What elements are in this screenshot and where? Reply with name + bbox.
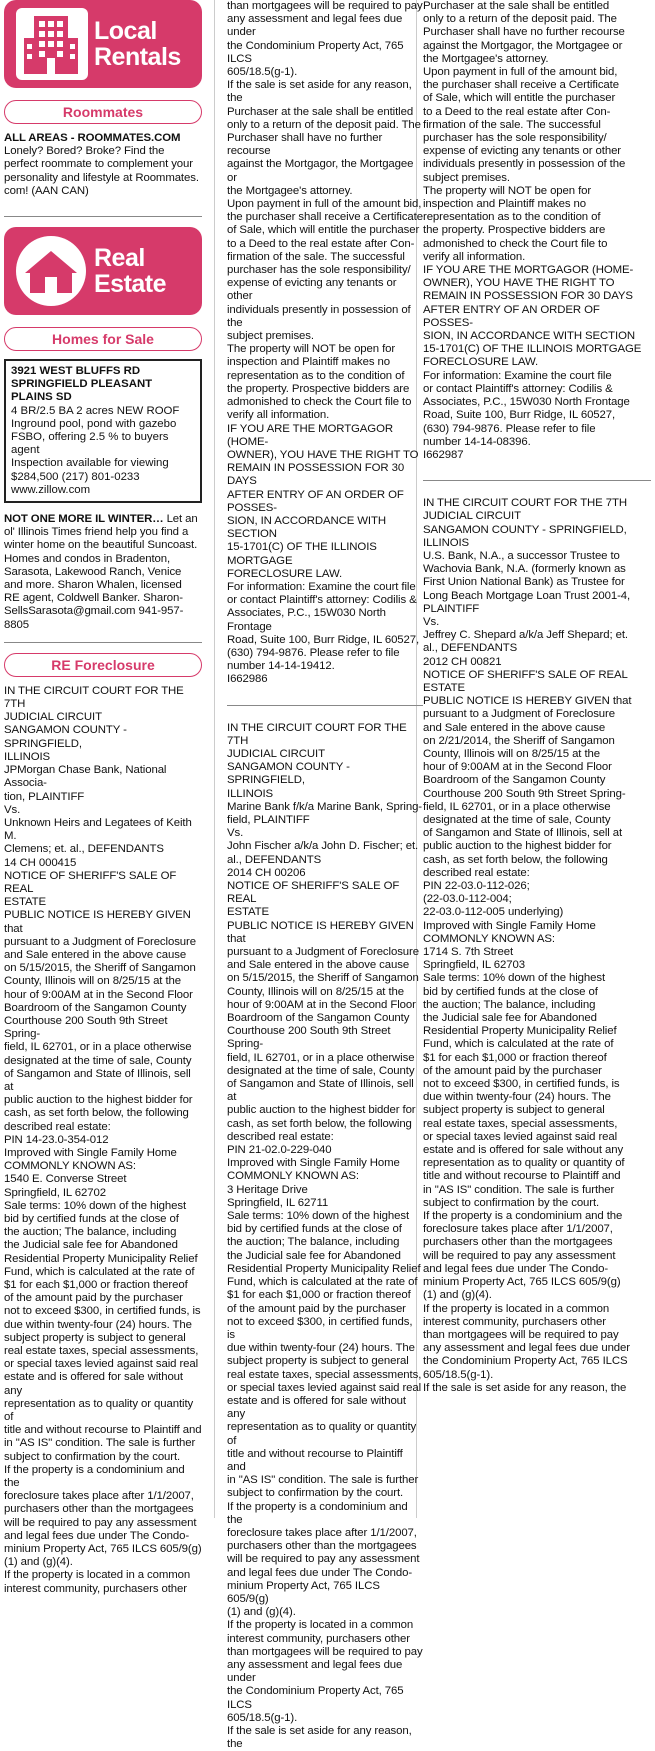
notice-2-continued: Purchaser at the sale shall be entitled only to a return of the deposit paid. The Purchaser shall have no further recourse against the Mortgagor, the Mortgagee or the Mortgagee's attorney. Upon payment in full of the amount bid, the purchaser shall receive a Certificate of Sale, which will entitle the purchaser to a Deed to the real estate after Con- firmation of the sale. The successful purchaser has the sole responsibility/ expense of evicting any tenants or other individuals presently in possession of the subject premises. The property will NOT be open for inspection and Plaintiff makes no representation as to the condition of the property. Prospective bidders are admonished to check the Court file to verify all information. IF YOU ARE THE MORTGAGOR (HOME- OWNER), YOU HAVE THE RIGHT TO REMAIN IN POSSESSION FOR 30 DAYS AFTER ENTRY OF AN ORDER OF POSSES- SION, IN ACCORDANCE WITH SECTION 15-1701(C) OF THE ILLINOIS MORTGAGE FORECLOSURE LAW. For information: Examine the court file or contact Plaintiff's attorney: Codilis & Associates, P.C., 15W030 North Frontage Road, Suite 100, Burr Ridge, IL 60527, (630) 794-9876. Please refer to file number 14-14-08396. I662987 [423, 0, 642, 461]
banner-line-1: Real [94, 244, 145, 273]
home-listing-box [4, 359, 202, 503]
notice-1-continued: than mortgagees will be required to pay any assessment and legal fees due under the Condominium Property Act, 765 ILCS 605/18.5(g-1). If the sale is set aside for any reason, the Purchaser at the sale shall be entitled only to a return of the deposit paid. The Purchaser shall have no further recourse against the Mortgagor, the Mortgagee or the Mortgagee's attorney. Upon payment in full of the amount bid, the purchaser shall receive a Certificate of Sale, which will entitle the purchaser to a Deed to the real estate after Con- firmation of the sale. The successful purchaser has the sole responsibility/ expense of evicting any tenants or other individuals presently in possession of the subject premises. The property will NOT be open for inspection and Plaintiff makes no representation as to the condition of the property. Prospective bidders are admonished to check the Court file to verify all information. IF YOU ARE THE MORTGAGOR (HOME- OWNER), YOU HAVE THE RIGHT TO REMAIN IN POSSESSION FOR 30 DAYS AFTER ENTRY OF AN ORDER OF POSSES- SION, IN ACCORDANCE WITH SECTION 15-1701(C) OF THE ILLINOIS MORTGAGE FORECLOSURE LAW. For information: Examine the court file or contact Plaintiff's attorney: Codilis & Associates, P.C., 15W030 North Frontage Road, Suite 100, Burr Ridge, IL 60527, (630) 794-9876. Please refer to file number 14-14-19412. I662986 [227, 0, 423, 686]
column-2 [227, 0, 423, 1751]
winter-ad [4, 513, 202, 632]
listing-details: 4 BR/2.5 BA 2 acres NEW ROOF Inground pool, pond with gazebo FSBO, offering 2.5 % to buyers agent Inspection available for viewing $284,500 (217) 801-0233 www.zillow.com [11, 404, 180, 496]
column-3 [423, 0, 651, 1518]
foreclosure-notice-3: IN THE CIRCUIT COURT FOR THE 7TH JUDICIAL CIRCUIT SANGAMON COUNTY - SPRINGFIELD, ILLINOIS U.S. Bank, N.A., a successor Trustee to Wachovia Bank, N.A. (formerly known as First Union National Bank) as Trustee for Long Beach Mortgage Loan Trust 2001-4, PLAINTIFF Vs. Jeffrey C. Shepard a/k/a Jeff Shepard; et. al., DEFENDANTS 2012 CH 00821 NOTICE OF SHERIFF'S SALE OF REAL ESTATE PUBLIC NOTICE IS HEREBY GIVEN that pursuant to a Judgment of Foreclosure and Sale entered in the above cause on 2/21/2014, the Sheriff of Sangamon County, Illinois will on 8/25/15 at the hour of 9:00AM at in the Second Floor Boardroom of the Sangamon County Courthouse 200 South 9th Street Spring- field, IL 62701, or in a place otherwise designated at the time of sale, County of Sangamon and State of Illinois, sell at public auction to the highest bidder for cash, as set forth below, the following described real estate: PIN 22-03.0-112-026; (22-03.0-112-004; 22-03.0-112-005 underlying) Improved with Single Family Home COMMONLY KNOWN AS: 1714 S. 7th Street Springfield, IL 62703 Sale terms: 10% down of the highest bid by certified funds at the close of the auction; The balance, including the Judicial sale fee for Abandoned Residential Property Municipality Relief Fund, which is calculated at the rate of $1 for each $1,000 or fraction thereof of the amount paid by the purchaser not to exceed $300, in certified funds, is due within twenty-four (24) hours. The subject property is subject to general real estate taxes, special assessments, or special taxes levied against said real estate and is offered for sale without any representation as to quality or quantity of title and without recourse to Plaintiff and in "AS IS" condition. The sale is further subject to confirmation by the court. If the property is a condominium and the foreclosure takes place after 1/1/2007, purchasers other than the mortgagees will be required to pay any assessment and legal fees due under The Condo- minium Property Act, 765 ILCS 605/9(g) (1) and (g)(4). If the property is located in a common interest community, purchasers other than mortgagees will be required to pay any assessment and legal fees due under the Condominium Property Act, 765 ILCS 605/18.5(g-1). If the sale is set aside for any reason, the [423, 497, 632, 1394]
foreclosure-notice-1: IN THE CIRCUIT COURT FOR THE 7TH JUDICIAL CIRCUIT SANGAMON COUNTY - SPRINGFIELD, ILLINOIS JPMorgan Chase Bank, National Associa- tion, PLAINTIFF Vs. Unknown Heirs and Legatees of Keith M. Clemens; et. al., DEFENDANTS 14 CH 000415 NOTICE OF SHERIFF'S SALE OF REAL ESTATE PUBLIC NOTICE IS HEREBY GIVEN that pursuant to a Judgment of Foreclosure and Sale entered in the above cause on 5/15/2015, the Sheriff of Sangamon County, Illinois will on 8/25/15 at the hour of 9:00AM at in the Second Floor Boardroom of the Sangamon County Courthouse 200 South 9th Street Spring- field, IL 62701, or in a place otherwise designated at the time of sale, County of Sangamon and State of Illinois, sell at public auction to the highest bidder for cash, as set forth below, the following described real estate: PIN 14-23.0-354-012 Improved with Single Family Home COMMONLY KNOWN AS: 1540 E. Converse Street Springfield, IL 62702 Sale terms: 10% down of the highest bid by certified funds at the close of the auction; The balance, including the Judicial sale fee for Abandoned Residential Property Municipality Relief Fund, which is calculated at the rate of $1 for each $1,000 or fraction thereof of the amount paid by the purchaser not to exceed $300, in certified funds, is due within twenty-four (24) hours. The subject property is subject to general real estate taxes, special assessments, or special taxes levied against said real estate and is offered for sale without any representation as to quality or quantity of title and without recourse to Plaintiff and in "AS IS" condition. The sale is further subject to confirmation by the court. If the property is a condominium and the foreclosure takes place after 1/1/2007, purchasers other than the mortgagees will be required to pay any assessment and legal fees due under The Condo- minium Property Act, 765 ILCS 605/9(g) (1) and (g)(4). If the property is located in a common interest community, purchasers other [4, 684, 202, 1595]
roommates-header: Roommates [4, 100, 202, 124]
winter-ad-title: NOT ONE MORE IL WINTER… [4, 513, 164, 526]
roommates-ad [4, 132, 202, 198]
section-rule [4, 642, 202, 643]
house-icon [12, 233, 90, 309]
listing-address: 3921 WEST BLUFFS RD SPRINGFIELD PLEASANT PLAINS SD [11, 365, 153, 404]
banner-title [94, 18, 181, 70]
roommates-ad-title: ALL AREAS - ROOMMATES.COM [4, 132, 181, 144]
foreclosure-notice-2: IN THE CIRCUIT COURT FOR THE 7TH JUDICIAL CIRCUIT SANGAMON COUNTY - SPRINGFIELD, ILLINOIS Marine Bank f/k/a Marine Bank, Spring- field, PLAINTIFF Vs. John Fischer a/k/a John D. Fischer; et. al., DEFENDANTS 2014 CH 00206 NOTICE OF SHERIFF'S SALE OF REAL ESTATE PUBLIC NOTICE IS HEREBY GIVEN that pursuant to a Judgment of Foreclosure and Sale entered in the above cause on 5/15/2015, the Sheriff of Sangamon County, Illinois will on 8/25/15 at the hour of 9:00AM at in the Second Floor Boardroom of the Sangamon County Courthouse 200 South 9th Street Spring- field, IL 62701, or in a place otherwise designated at the time of sale, County of Sangamon and State of Illinois, sell at public auction to the highest bidder for cash, as set forth below, the following described real estate: PIN 21-02.0-229-040 Improved with Single Family Home COMMONLY KNOWN AS: 3 Heritage Drive Springfield, IL 62711 Sale terms: 10% down of the highest bid by certified funds at the close of the auction; The balance, including the Judicial sale fee for Abandoned Residential Property Municipality Relief Fund, which is calculated at the rate of $1 for each $1,000 or fraction thereof of the amount paid by the purchaser not to exceed $300, in certified funds, is due within twenty-four (24) hours. The subject property is subject to general real estate taxes, special assessments, or special taxes levied against said real estate and is offered for sale without any representation as to quality or quantity of title and without recourse to Plaintiff and in "AS IS" condition. The sale is further subject to confirmation by the court. If the property is a condominium and the foreclosure takes place after 1/1/2007, purchasers other than the mortgagees will be required to pay any assessment and legal fees due under The Condo- minium Property Act, 765 ILCS 605/9(g) (1) and (g)(4). If the property is located in a common interest community, purchasers other than mortgagees will be required to pay any assessment and legal fees due under the Condominium Property Act, 765 ILCS 605/18.5(g-1). If the sale is set aside for any reason, the [227, 721, 423, 1751]
banner-line-1: Local [94, 17, 157, 45]
homes-for-sale-header: Homes for Sale [4, 327, 202, 351]
notice-separator [423, 480, 651, 481]
winter-ad-body: Let an ol' Illinois Times friend help you find a winter home on the beautiful Suncoast. Homes and condos in Bradenton, Sarasota, Lakewood Ranch, Venice and more. Sharon Whalen, licensed RE agent, Coldwell Banker. Sharon- SellsSarasota@gmail.com 941-957- 8805 [4, 513, 198, 631]
foreclosure-header: RE Foreclosure [4, 653, 202, 677]
real-estate-banner [4, 227, 202, 315]
building-icon [12, 6, 90, 82]
notice-separator [227, 705, 423, 706]
roommates-ad-body: Lonely? Bored? Broke? Find the perfect roommate to complement your personality and lifestyle at Roommates. com! (AAN CAN) [4, 145, 199, 197]
local-rentals-banner [4, 0, 202, 88]
banner-line-2: Estate [94, 270, 167, 299]
section-rule [4, 216, 202, 217]
column-divider-left [214, 0, 215, 1518]
column-1 [4, 0, 202, 1595]
banner-line-2: Rentals [94, 43, 181, 71]
banner-title [94, 245, 166, 297]
